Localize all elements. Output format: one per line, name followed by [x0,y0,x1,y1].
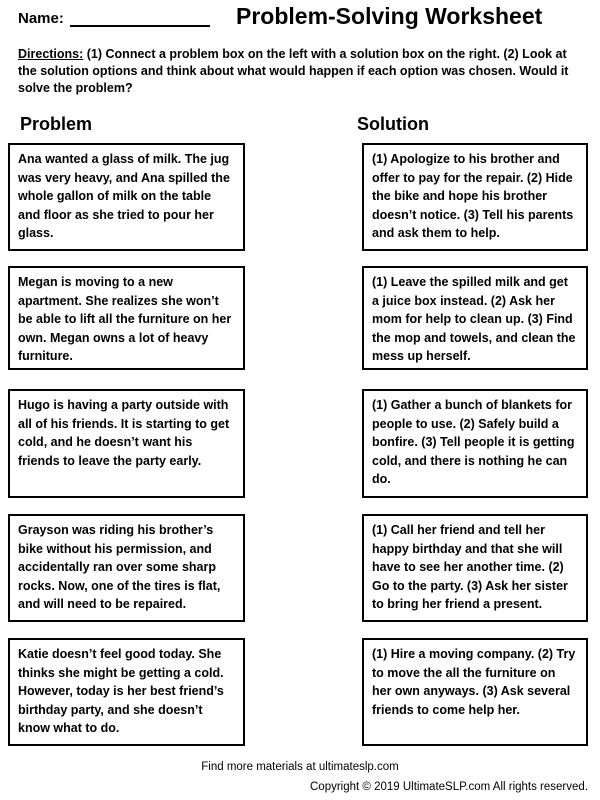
name-field[interactable] [18,10,210,27]
directions [18,46,584,97]
name-label: Name: [18,10,64,27]
solution-box[interactable]: (1) Gather a bunch of blankets for people to use. (2) Safely build a bonfire. (3) Tell people it is getting cold, and there is nothing he can do. [362,389,588,498]
solution-box[interactable]: (1) Leave the spilled milk and get a juice box instead. (2) Ask her mom for help to clean up. (3) Find the mop and towels, and clean the mess up herself. [362,266,588,370]
problem-box[interactable]: Megan is moving to a new apartment. She realizes she won’t be able to lift all the furniture on her own. Megan owns a lot of heavy furniture. [8,266,245,370]
directions-label: Directions: [18,47,84,61]
page-title: Problem-Solving Worksheet [236,3,543,29]
problem-box[interactable]: Grayson was riding his brother’s bike without his permission, and accidentally ran over some sharp rocks. Now, one of the tires is flat, and will need to be repaired. [8,514,245,622]
solution-box[interactable]: (1) Hire a moving company. (2) Try to move the all the furniture on her own anyways. (3) Ask several friends to come help her. [362,638,588,746]
problem-box[interactable]: Ana wanted a glass of milk. The jug was very heavy, and Ana spilled the whole gallon of milk on the table and floor as she tried to pour her glass. [8,143,245,251]
footer-more-materials: Find more materials at ultimateslp.com [201,761,399,773]
name-blank-line[interactable] [70,11,210,27]
problem-heading: Problem [20,114,93,134]
solution-box[interactable]: (1) Apologize to his brother and offer to pay for the repair. (2) Hide the bike and hope his brother doesn’t notice. (3) Tell his parents and ask them to help. [362,143,588,251]
directions-text: (1) Connect a problem box on the left with a solution box on the right. (2) Look at the solution options and think about what would happen if each option was chosen. Would it solve the problem? [18,47,569,95]
footer-copyright: Copyright © 2019 UltimateSLP.com All rights reserved. [310,781,588,793]
solution-heading: Solution [357,114,429,134]
problem-box[interactable]: Hugo is having a party outside with all of his friends. It is starting to get cold, and he doesn’t want his friends to leave the party early. [8,389,245,498]
problem-box[interactable]: Katie doesn’t feel good today. She thinks she might be getting a cold. However, today is her best friend’s birthday party, and she doesn’t know what to do. [8,638,245,746]
solution-box[interactable]: (1) Call her friend and tell her happy birthday and that she will have to see her another time. (2) Go to the party. (3) Ask her sister to bring her friend a present. [362,514,588,622]
